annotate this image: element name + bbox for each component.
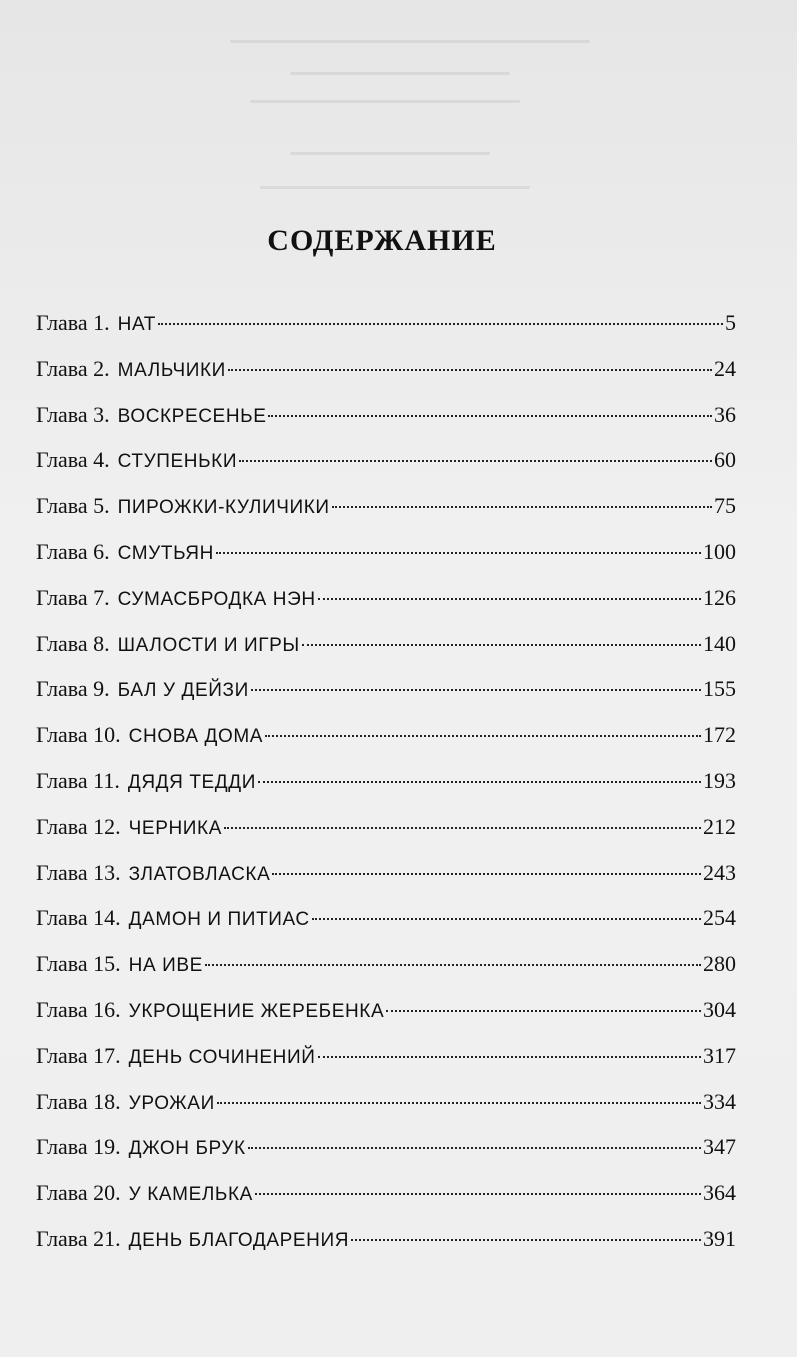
dot-leader: [216, 552, 701, 554]
toc-entry: [36, 392, 736, 438]
page-number: 391: [703, 1225, 736, 1251]
dot-leader: [268, 415, 712, 417]
chapter-title: УКРОЩЕНИЕ ЖЕРЕБЕНКА: [128, 1000, 385, 1022]
chapter-number: Глава 1.: [36, 310, 110, 335]
chapter-number: Глава 16.: [36, 996, 121, 1022]
chapter-title: ДЯДЯ ТЕДДИ: [127, 771, 256, 793]
toc-entry: [36, 987, 736, 1033]
toc-entry: [36, 483, 736, 529]
toc-entry: [36, 1216, 736, 1262]
chapter-number: Глава 10.: [36, 722, 121, 748]
dot-leader: [318, 1056, 702, 1058]
chapter-title: ДЖОН БРУК: [128, 1138, 246, 1160]
page-number: 155: [703, 676, 736, 702]
toc-entry: [36, 758, 736, 804]
chapter-number: Глава 17.: [36, 1042, 121, 1068]
chapter-title: ШАЛОСТИ И ИГРЫ: [117, 634, 300, 656]
bleed-through-line: [290, 152, 490, 155]
page-number: 254: [703, 905, 736, 931]
chapter-number: Глава 14.: [36, 905, 121, 931]
dot-leader: [205, 964, 701, 966]
dot-leader: [302, 644, 701, 646]
page-number: 172: [703, 722, 736, 748]
page-title: СОДЕРЖАНИЕ: [267, 224, 497, 257]
bleed-through-line: [290, 72, 510, 75]
chapter-number: Глава 6.: [36, 538, 110, 564]
page-number: 212: [703, 813, 736, 839]
toc-entry: [36, 300, 736, 346]
page-number: 100: [703, 538, 736, 564]
dot-leader: [224, 827, 701, 829]
dot-leader: [318, 598, 701, 600]
bleed-through-line: [230, 40, 590, 43]
chapter-title: НА ИВЕ: [128, 955, 203, 977]
dot-leader: [251, 689, 701, 691]
chapter-number: Глава 15.: [36, 951, 121, 977]
chapter-number: Глава 11.: [36, 767, 120, 793]
chapter-title: У КАМЕЛЬКА: [128, 1184, 253, 1206]
toc-entry: [36, 895, 736, 941]
page-number: 304: [703, 996, 736, 1022]
dot-leader: [217, 1102, 701, 1104]
page-number: 24: [714, 355, 736, 381]
dot-leader: [248, 1147, 701, 1149]
page-number: 140: [703, 630, 736, 656]
dot-leader: [258, 781, 701, 783]
dot-leader: [332, 506, 712, 508]
chapter-title: СТУПЕНЬКИ: [117, 451, 238, 473]
chapter-number: Глава 2.: [36, 355, 110, 381]
chapter-title: ДАМОН И ПИТИАС: [128, 909, 310, 931]
dot-leader: [272, 873, 701, 875]
dot-leader: [228, 369, 712, 371]
dot-leader: [265, 735, 701, 737]
toc-entry: [36, 804, 736, 850]
page-number: 75: [714, 493, 736, 519]
chapter-number: Глава 18.: [36, 1088, 121, 1114]
toc-entry: [36, 712, 736, 758]
page-number: 60: [714, 447, 736, 473]
toc-entry: [36, 575, 736, 621]
toc-entry: [36, 850, 736, 896]
toc-entry: [36, 666, 736, 712]
dot-leader: [255, 1193, 701, 1195]
chapter-number: Глава 21.: [36, 1225, 121, 1251]
chapter-title: ДЕНЬ БЛАГОДАРЕНИЯ: [128, 1229, 350, 1251]
dot-leader: [312, 918, 701, 920]
page-number: 126: [703, 584, 736, 610]
table-of-contents: [36, 300, 736, 1262]
chapter-title: ВОСКРЕСЕНЬЕ: [117, 405, 267, 427]
dot-leader: [386, 1010, 701, 1012]
chapter-number: Глава 9.: [36, 676, 110, 702]
dot-leader: [351, 1239, 701, 1241]
toc-entry: [36, 941, 736, 987]
page-number: 193: [703, 767, 736, 793]
toc-entry: [36, 1170, 736, 1216]
chapter-number: Глава 8.: [36, 630, 110, 656]
chapter-title: ДЕНЬ СОЧИНЕНИЙ: [128, 1046, 316, 1068]
page-number: 5: [725, 310, 736, 335]
chapter-number: Глава 4.: [36, 447, 110, 473]
chapter-title: НАТ: [117, 314, 156, 335]
chapter-number: Глава 7.: [36, 584, 110, 610]
toc-entry: [36, 1079, 736, 1125]
dot-leader: [239, 460, 712, 462]
chapter-title: ПИРОЖКИ-КУЛИЧИКИ: [117, 497, 330, 519]
toc-entry: [36, 346, 736, 392]
chapter-number: Глава 20.: [36, 1180, 121, 1206]
chapter-title: СУМАСБРОДКА НЭН: [117, 588, 316, 610]
chapter-number: Глава 3.: [36, 401, 110, 427]
chapter-title: СНОВА ДОМА: [128, 726, 264, 748]
chapter-number: Глава 13.: [36, 859, 121, 885]
chapter-title: ЧЕРНИКА: [128, 817, 222, 839]
chapter-number: Глава 19.: [36, 1134, 121, 1160]
bleed-through-line: [250, 100, 520, 103]
chapter-title: ЗЛАТОВЛАСКА: [128, 863, 271, 885]
toc-entry: [36, 1033, 736, 1079]
page-number: 347: [703, 1134, 736, 1160]
toc-entry: [36, 1124, 736, 1170]
chapter-number: Глава 12.: [36, 813, 121, 839]
toc-entry: [36, 437, 736, 483]
page-number: 36: [714, 401, 736, 427]
page-number: 317: [703, 1042, 736, 1068]
chapter-title: БАЛ У ДЕЙЗИ: [117, 680, 249, 702]
page-number: 364: [703, 1180, 736, 1206]
chapter-title: СМУТЬЯН: [117, 542, 214, 564]
chapter-title: УРОЖАИ: [128, 1092, 215, 1114]
page-number: 334: [703, 1088, 736, 1114]
bleed-through-line: [260, 186, 530, 189]
toc-entry: [36, 529, 736, 575]
chapter-title: МАЛЬЧИКИ: [117, 359, 226, 381]
chapter-number: Глава 5.: [36, 493, 110, 519]
toc-entry: [36, 621, 736, 667]
dot-leader: [158, 323, 723, 325]
page-number: 280: [703, 951, 736, 977]
page-number: 243: [703, 859, 736, 885]
